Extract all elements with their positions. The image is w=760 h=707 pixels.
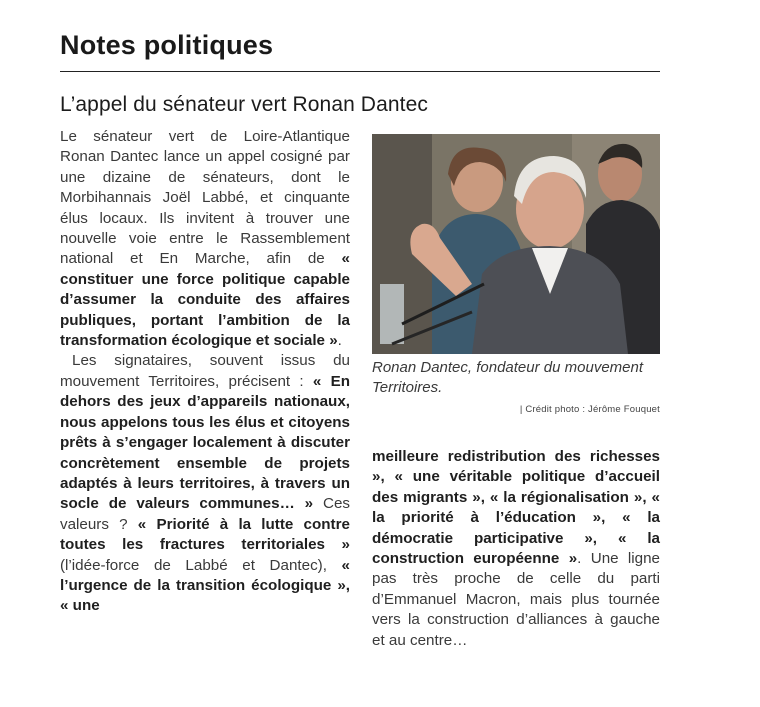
section-rule [60, 71, 660, 72]
paragraph-3-quotes: meilleure redistribution des richesses », « une véritable politique d’accueil des migrants », « la régionalisation », « la priorité à l’éducation », « la démocratie participative », « la construction européenne » [372, 448, 660, 568]
paragraph-2-quote-3: « l’urgence de la transition écologique », « une [60, 556, 350, 615]
article-left-column [60, 127, 350, 617]
paragraph-1-text: Le sénateur vert de Loire-Atlantique Ronan Dantec lance un appel cosigné par une dizaine de sénateurs, dont le Morbihannais Joël Labbé, et cinquante élus locaux. Ils invitent à trouver une nouvelle voie entre le Rassemblement national et En Marche, afin de [60, 128, 350, 268]
paragraph-2-quote-2: « Priorité à la lutte contre toutes les fractures territoriales » [60, 515, 350, 554]
paragraph-3 [372, 447, 660, 651]
paragraph-2-quote-1: « En dehors des jeux d’appareils nationaux, nous appelons tous les élus et citoyens prêts à s’engager localement à discuter concrètement ensemble de projets adaptés à leurs territoires, à travers un socle de valeurs communes… » [60, 372, 350, 513]
paragraph-1-end: . [337, 332, 342, 350]
paragraph-1 [60, 127, 350, 351]
paragraph-3-text: . Une ligne pas très proche de celle du parti d’Emmanuel Macron, mais plus tournée vers la construction d’alliances à gauche et au centre… [372, 550, 660, 649]
article-photo [372, 134, 660, 354]
article-right-column [372, 447, 660, 651]
photo-illustration [372, 134, 660, 354]
paragraph-2 [60, 351, 350, 616]
paragraph-2-aside: (l’idée-force de Labbé et Dantec), [60, 556, 342, 574]
paragraph-2-question: Ces valeurs ? [60, 495, 350, 533]
photo-caption: Ronan Dantec, fondateur du mouvement Territoires. [372, 359, 644, 396]
article-headline: L’appel du sénateur vert Ronan Dantec [60, 93, 428, 116]
paragraph-1-quote: « constituer une force politique capable d’assumer la conduite des affaires publiques, portant l’ambition de la transformation écologique et sociale » [60, 250, 350, 350]
section-title: Notes politiques [60, 30, 274, 60]
photo-credit: | Crédit photo : Jérôme Fouquet [519, 404, 660, 415]
paragraph-2-text: Les signataires, souvent issus du mouvement Territoires, précisent : [60, 352, 350, 390]
